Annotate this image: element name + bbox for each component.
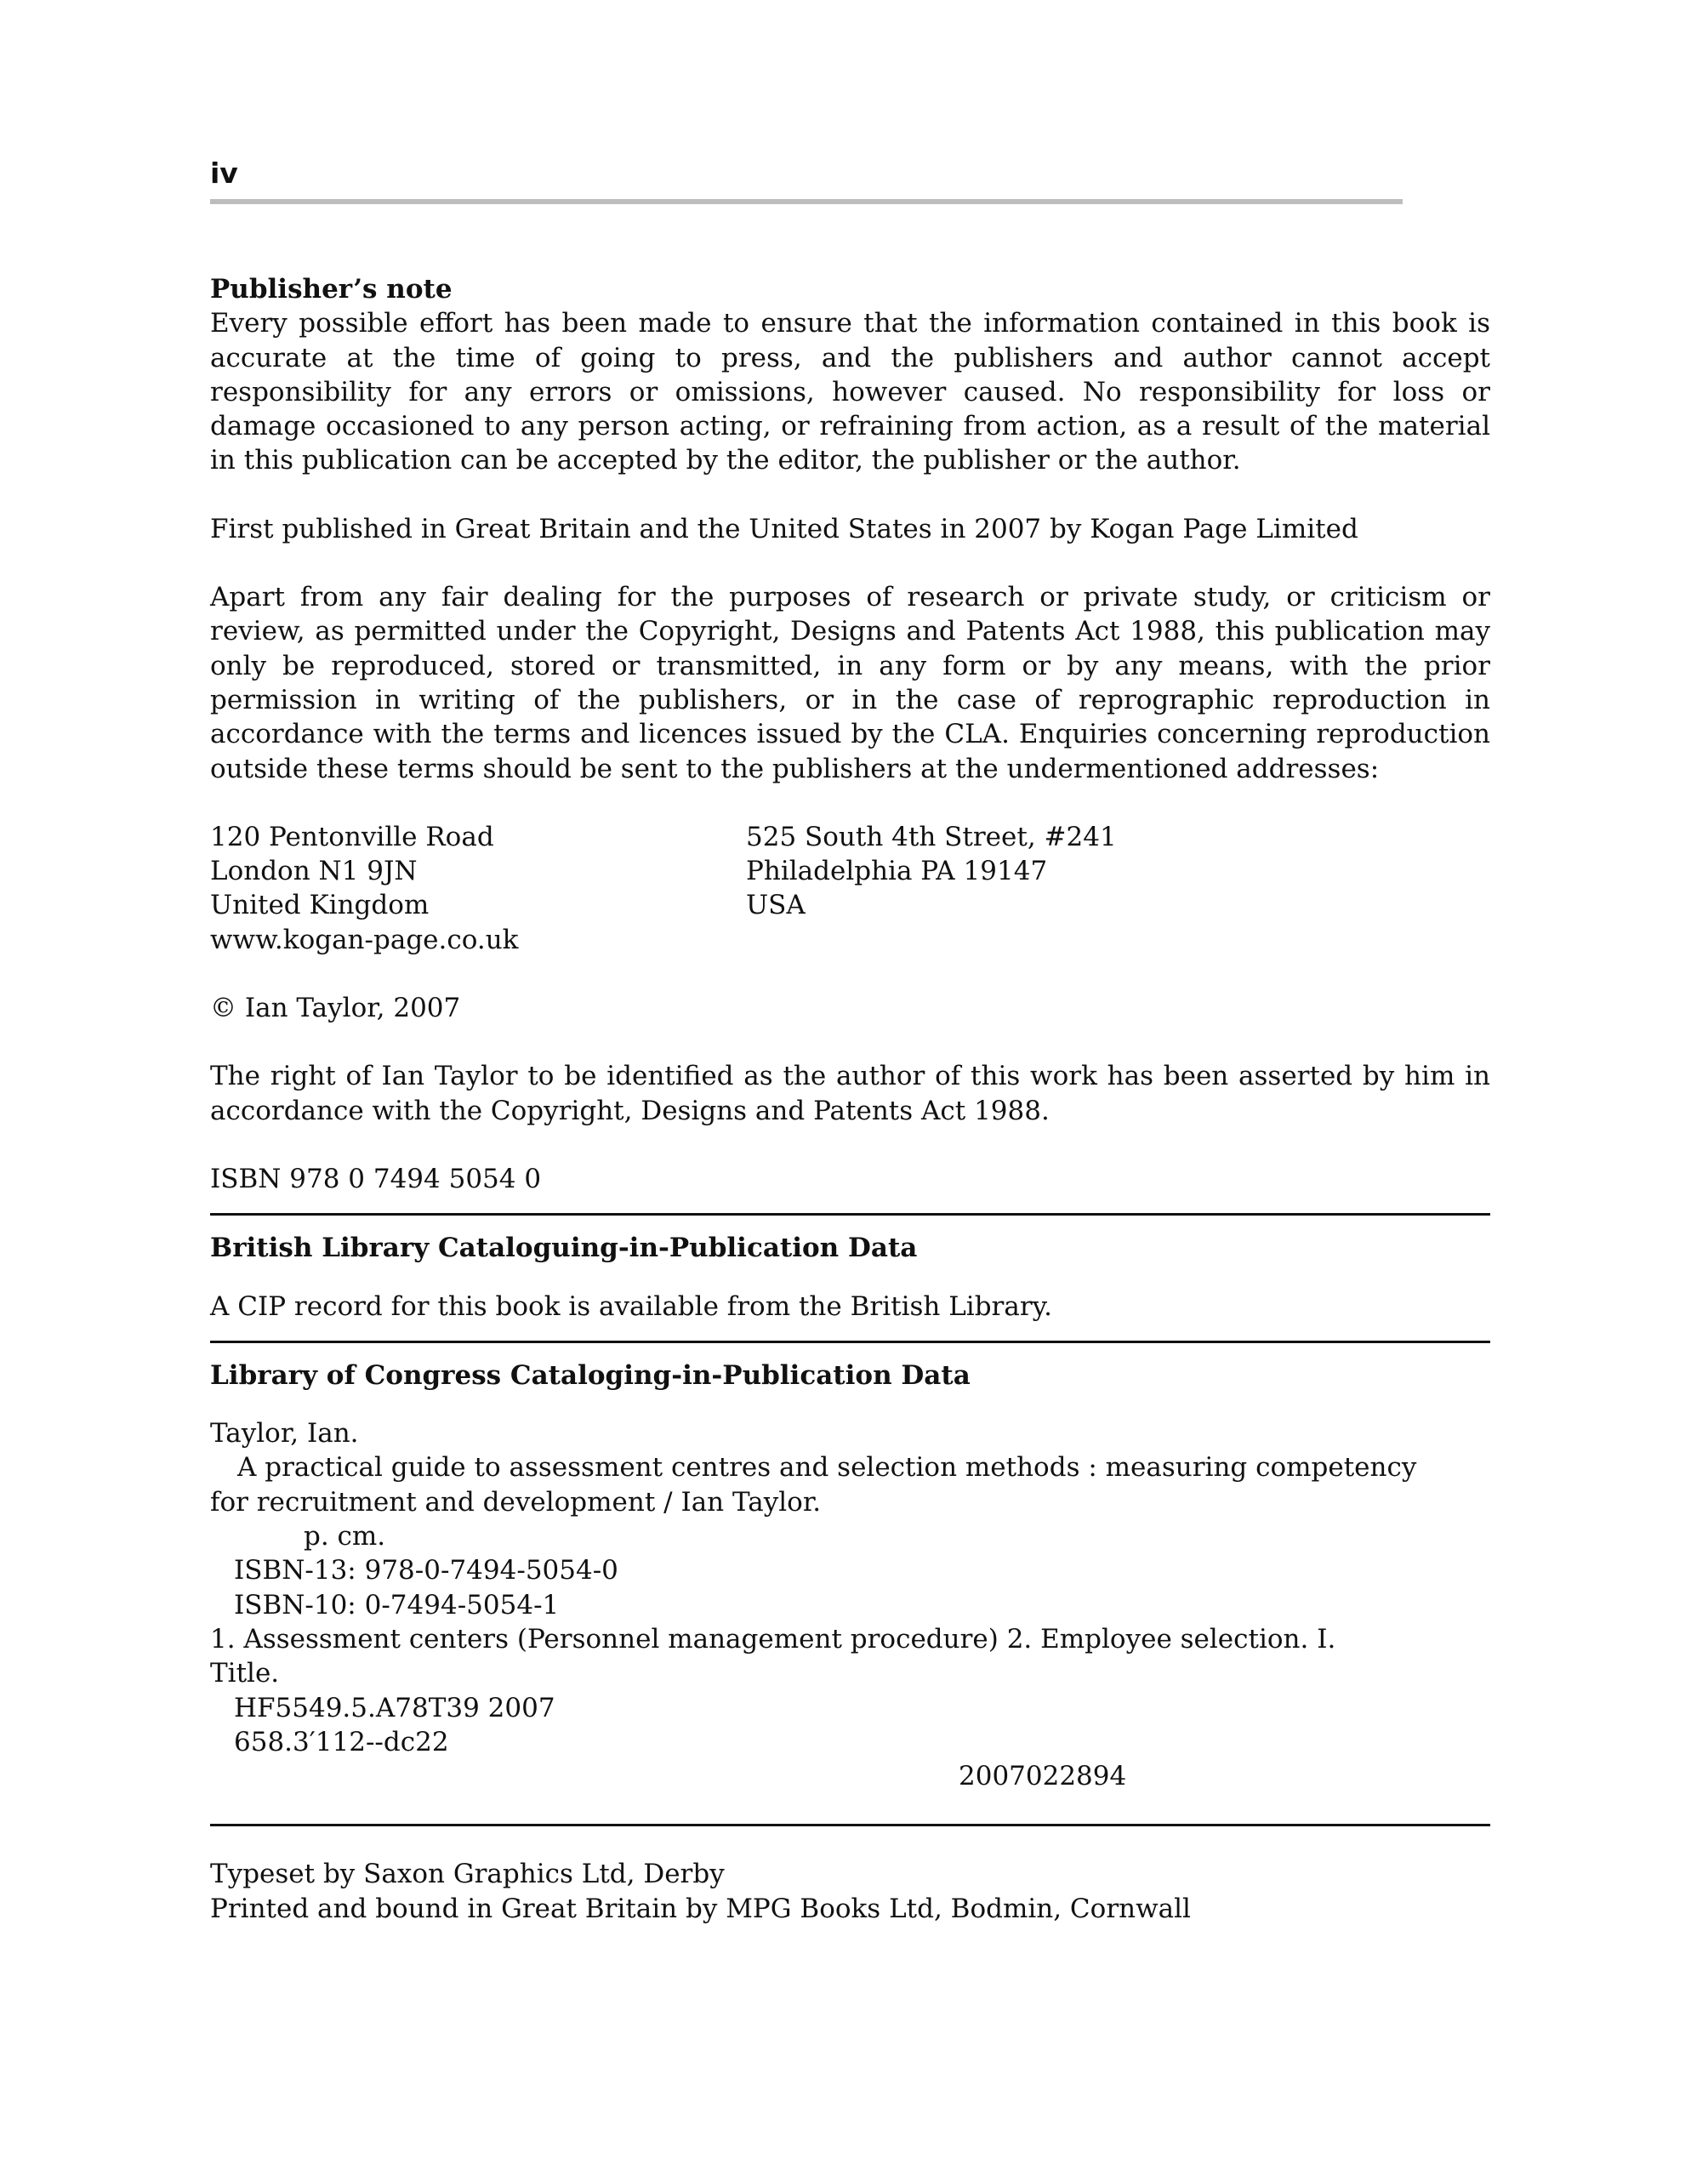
loc-record [210, 1416, 1490, 1793]
loc-heading: Library of Congress Cataloging-in-Publication Data [210, 1359, 971, 1391]
loc-pages: p. cm. [304, 1521, 386, 1552]
loc-isbn13: ISBN-13: 978-0-7494-5054-0 [234, 1555, 618, 1586]
loc-lccn: 2007022894 [959, 1761, 1127, 1792]
page-folio: iv [210, 157, 238, 190]
printer-credit: Printed and bound in Great Britain by MPG Books Ltd, Bodmin, Cornwall [210, 1893, 1191, 1924]
loc-isbn10: ISBN-10: 0-7494-5054-1 [234, 1589, 560, 1620]
publishers-note-body: Every possible effort has been made to ensure that the information contained in this book is accurate at the time of going to press, and the publishers and author cannot accept responsibility for any errors or omissions, however caused. No responsibility for loss or damage occasioned to any person acting, or refraining from action, as a result of the material in this publication can be accepted by the editor, the publisher or the author. [210, 308, 1490, 476]
address-line: United Kingdom [210, 890, 430, 921]
moral-rights: The right of Ian Taylor to be identified as the author of this work has been asserted by him in accordance with the Copyright, Designs and Patents Act 1988. [210, 1061, 1490, 1126]
loc-title-cont: for recruitment and development / Ian Taylor. [210, 1486, 822, 1518]
loc-author: Taylor, Ian. [210, 1418, 359, 1450]
website-link[interactable]: www.kogan-page.co.uk [210, 924, 519, 955]
address-line: London N1 9JN [210, 856, 418, 887]
address-line: USA [746, 890, 806, 921]
copyright-permission: Apart from any fair dealing for the purposes of research or private study, or criticism or review, as permitted under the Copyright, Designs and Patents Act 1988, this publication may only be reproduced, stored or transmitted, in any form or by any means, with the prior permission in writing of the publishers, or in the case of reprographic reproduction in accordance with the terms and licences issued by the CLA. Enquiries concerning reproduction outside these terms should be sent to the publishers at the undermentioned addresses: [210, 582, 1490, 784]
loc-dewey: 658.3′112--dc22 [234, 1726, 449, 1757]
address-us [746, 820, 1282, 957]
address-line: Philadelphia PA 19147 [746, 856, 1048, 887]
header-rule [210, 199, 1403, 204]
loc-subjects-cont: Title. [210, 1658, 280, 1689]
publishers-note-heading: Publisher’s note [210, 274, 453, 305]
copyright-notice: © Ian Taylor, 2007 [210, 993, 461, 1024]
loc-subjects: 1. Assessment centers (Personnel management procedure) 2. Employee selection. I. [210, 1623, 1336, 1655]
british-library-heading: British Library Cataloguing-in-Publication Data [210, 1233, 918, 1264]
first-published: First published in Great Britain and the United States in 2007 by Kogan Page Limited [210, 513, 1358, 544]
address-uk [210, 820, 746, 957]
loc-class: HF5549.5.A78T39 2007 [234, 1692, 555, 1723]
loc-title: A practical guide to assessment centres and selection methods : measuring competency [237, 1452, 1417, 1484]
publisher-addresses [210, 820, 1490, 957]
isbn: ISBN 978 0 7494 5054 0 [210, 1163, 542, 1194]
typeset-credit: Typeset by Saxon Graphics Ltd, Derby [210, 1859, 725, 1890]
page-content [210, 272, 1490, 1926]
address-line: 120 Pentonville Road [210, 821, 494, 852]
address-line: 525 South 4th Street, #241 [746, 821, 1117, 852]
british-library-text: A CIP record for this book is available from the British Library. [210, 1290, 1052, 1322]
